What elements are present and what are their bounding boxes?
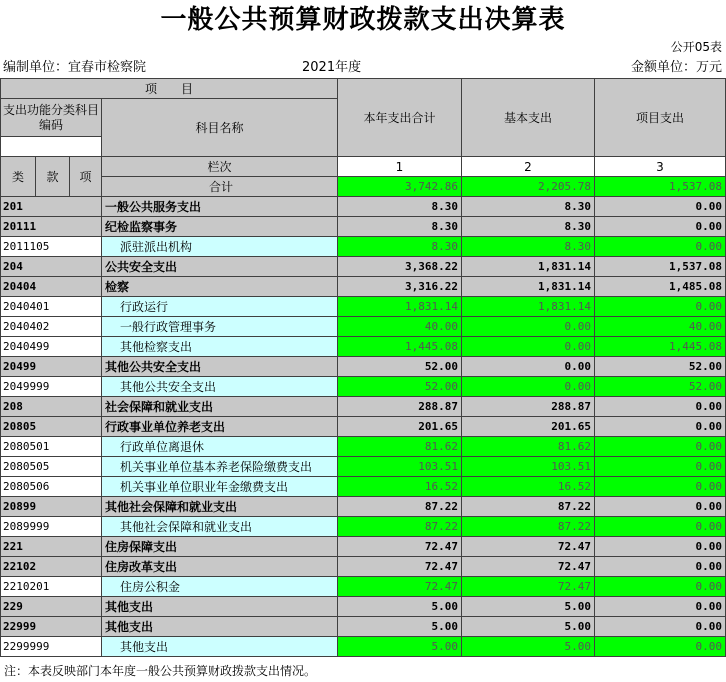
row-code: 2080506 bbox=[1, 477, 102, 497]
row-code: 2040499 bbox=[1, 337, 102, 357]
table-row bbox=[1, 517, 726, 537]
table-row bbox=[1, 197, 726, 217]
header-col-index-label: 栏次 bbox=[102, 157, 338, 177]
table-row bbox=[1, 477, 726, 497]
row-total: 72.47 bbox=[338, 537, 462, 557]
table-row bbox=[1, 397, 726, 417]
header-idx-3: 3 bbox=[595, 157, 726, 177]
row-project: 52.00 bbox=[595, 357, 726, 377]
row-basic: 72.47 bbox=[462, 577, 595, 597]
row-project: 1,537.08 bbox=[595, 257, 726, 277]
row-basic: 8.30 bbox=[462, 197, 595, 217]
row-project: 0.00 bbox=[595, 237, 726, 257]
row-code: 2089999 bbox=[1, 517, 102, 537]
fiscal-year: 2021年度 bbox=[302, 60, 362, 75]
header-xiang: 项 bbox=[70, 157, 102, 197]
row-project: 0.00 bbox=[595, 417, 726, 437]
row-total: 87.22 bbox=[338, 497, 462, 517]
row-code: 20805 bbox=[1, 417, 102, 437]
row-basic: 0.00 bbox=[462, 317, 595, 337]
footnote: 注：本表反映部门本年度一般公共预算财政拨款支出情况。 bbox=[4, 664, 317, 678]
row-project: 0.00 bbox=[595, 577, 726, 597]
row-basic: 0.00 bbox=[462, 357, 595, 377]
table-row bbox=[1, 457, 726, 477]
row-total: 288.87 bbox=[338, 397, 462, 417]
row-project: 0.00 bbox=[595, 557, 726, 577]
header-col-basic: 基本支出 bbox=[462, 79, 595, 157]
row-total: 8.30 bbox=[338, 237, 462, 257]
table-row bbox=[1, 557, 726, 577]
header-project: 项 目 bbox=[1, 79, 338, 99]
table-row bbox=[1, 357, 726, 377]
row-total: 8.30 bbox=[338, 217, 462, 237]
row-code: 2210201 bbox=[1, 577, 102, 597]
header-subject-name: 科目名称 bbox=[102, 99, 338, 157]
row-code: 2080501 bbox=[1, 437, 102, 457]
header-col-project: 项目支出 bbox=[595, 79, 726, 157]
table-row bbox=[1, 497, 726, 517]
table-row bbox=[1, 617, 726, 637]
header-kuan: 款 bbox=[36, 157, 70, 197]
row-total: 5.00 bbox=[338, 637, 462, 657]
row-basic: 1,831.14 bbox=[462, 297, 595, 317]
row-subject-name: 其他公共安全支出 bbox=[102, 357, 338, 377]
row-code: 20899 bbox=[1, 497, 102, 517]
row-code: 2049999 bbox=[1, 377, 102, 397]
row-total: 81.62 bbox=[338, 437, 462, 457]
row-basic: 1,831.14 bbox=[462, 257, 595, 277]
row-basic: 5.00 bbox=[462, 597, 595, 617]
table-row bbox=[1, 317, 726, 337]
row-subject-name: 住房公积金 bbox=[102, 577, 338, 597]
row-subject-name: 行政运行 bbox=[102, 297, 338, 317]
total-basic: 2,205.78 bbox=[462, 177, 595, 197]
row-project: 0.00 bbox=[595, 217, 726, 237]
row-total: 3,368.22 bbox=[338, 257, 462, 277]
row-basic: 5.00 bbox=[462, 637, 595, 657]
row-total: 1,445.08 bbox=[338, 337, 462, 357]
total-project: 1,537.08 bbox=[595, 177, 726, 197]
row-subject-name: 其他社会保障和就业支出 bbox=[102, 497, 338, 517]
table-row bbox=[1, 437, 726, 457]
header-row-index bbox=[1, 157, 726, 177]
row-code: 20499 bbox=[1, 357, 102, 377]
row-code: 2040402 bbox=[1, 317, 102, 337]
row-subject-name: 派驻派出机构 bbox=[102, 237, 338, 257]
table-row bbox=[1, 417, 726, 437]
row-total: 5.00 bbox=[338, 597, 462, 617]
row-subject-name: 一般行政管理事务 bbox=[102, 317, 338, 337]
row-basic: 87.22 bbox=[462, 517, 595, 537]
row-subject-name: 公共安全支出 bbox=[102, 257, 338, 277]
row-subject-name: 一般公共服务支出 bbox=[102, 197, 338, 217]
row-code: 2011105 bbox=[1, 237, 102, 257]
row-project: 1,485.08 bbox=[595, 277, 726, 297]
header-col-total: 本年支出合计 bbox=[338, 79, 462, 157]
row-project: 1,445.08 bbox=[595, 337, 726, 357]
row-basic: 8.30 bbox=[462, 217, 595, 237]
row-subject-name: 行政事业单位养老支出 bbox=[102, 417, 338, 437]
row-total: 3,316.22 bbox=[338, 277, 462, 297]
row-subject-name: 其他支出 bbox=[102, 637, 338, 657]
row-code: 2299999 bbox=[1, 637, 102, 657]
total-amount: 3,742.86 bbox=[338, 177, 462, 197]
table-row bbox=[1, 537, 726, 557]
row-total: 103.51 bbox=[338, 457, 462, 477]
row-subject-name: 其他公共安全支出 bbox=[102, 377, 338, 397]
row-basic: 81.62 bbox=[462, 437, 595, 457]
row-basic: 201.65 bbox=[462, 417, 595, 437]
row-subject-name: 住房保障支出 bbox=[102, 537, 338, 557]
row-project: 52.00 bbox=[595, 377, 726, 397]
row-total: 1,831.14 bbox=[338, 297, 462, 317]
row-subject-name: 检察 bbox=[102, 277, 338, 297]
row-basic: 8.30 bbox=[462, 237, 595, 257]
header-lei: 类 bbox=[1, 157, 36, 197]
header-func-code: 支出功能分类科目编码 bbox=[1, 99, 102, 137]
header-row-project bbox=[1, 79, 726, 99]
row-project: 0.00 bbox=[595, 477, 726, 497]
table-row bbox=[1, 237, 726, 257]
row-basic: 0.00 bbox=[462, 337, 595, 357]
row-total: 40.00 bbox=[338, 317, 462, 337]
row-total: 201.65 bbox=[338, 417, 462, 437]
header-idx-2: 2 bbox=[462, 157, 595, 177]
row-basic: 1,831.14 bbox=[462, 277, 595, 297]
header-spacer bbox=[1, 137, 102, 157]
row-project: 0.00 bbox=[595, 197, 726, 217]
row-total: 16.52 bbox=[338, 477, 462, 497]
row-code: 22999 bbox=[1, 617, 102, 637]
table-row bbox=[1, 577, 726, 597]
row-total: 72.47 bbox=[338, 577, 462, 597]
row-code: 204 bbox=[1, 257, 102, 277]
row-subject-name: 行政单位离退休 bbox=[102, 437, 338, 457]
row-code: 20404 bbox=[1, 277, 102, 297]
row-code: 20111 bbox=[1, 217, 102, 237]
row-code: 201 bbox=[1, 197, 102, 217]
report-title: 一般公共预算财政拨款支出决算表 bbox=[160, 5, 566, 35]
row-project: 0.00 bbox=[595, 457, 726, 477]
row-basic: 72.47 bbox=[462, 537, 595, 557]
row-basic: 72.47 bbox=[462, 557, 595, 577]
table-row bbox=[1, 637, 726, 657]
total-label: 合计 bbox=[102, 177, 338, 197]
row-project: 0.00 bbox=[595, 597, 726, 617]
table-row bbox=[1, 277, 726, 297]
money-unit: 金额单位：万元 bbox=[630, 60, 722, 75]
table-row bbox=[1, 297, 726, 317]
table-row bbox=[1, 377, 726, 397]
row-basic: 87.22 bbox=[462, 497, 595, 517]
row-code: 2040401 bbox=[1, 297, 102, 317]
row-subject-name: 机关事业单位基本养老保险缴费支出 bbox=[102, 457, 338, 477]
row-subject-name: 其他支出 bbox=[102, 617, 338, 637]
row-subject-name: 社会保障和就业支出 bbox=[102, 397, 338, 417]
table-row bbox=[1, 597, 726, 617]
row-subject-name: 其他检察支出 bbox=[102, 337, 338, 357]
row-project: 0.00 bbox=[595, 537, 726, 557]
row-basic: 103.51 bbox=[462, 457, 595, 477]
row-basic: 0.00 bbox=[462, 377, 595, 397]
row-basic: 16.52 bbox=[462, 477, 595, 497]
row-subject-name: 其他支出 bbox=[102, 597, 338, 617]
org-label: 编制单位：宜春市检察院 bbox=[3, 60, 147, 75]
row-code: 2080505 bbox=[1, 457, 102, 477]
row-subject-name: 纪检监察事务 bbox=[102, 217, 338, 237]
row-project: 0.00 bbox=[595, 437, 726, 457]
row-project: 0.00 bbox=[595, 297, 726, 317]
row-code: 229 bbox=[1, 597, 102, 617]
row-project: 0.00 bbox=[595, 497, 726, 517]
row-total: 52.00 bbox=[338, 357, 462, 377]
row-total: 72.47 bbox=[338, 557, 462, 577]
row-code: 208 bbox=[1, 397, 102, 417]
row-basic: 5.00 bbox=[462, 617, 595, 637]
row-total: 5.00 bbox=[338, 617, 462, 637]
table-row bbox=[1, 257, 726, 277]
row-basic: 288.87 bbox=[462, 397, 595, 417]
row-project: 0.00 bbox=[595, 637, 726, 657]
total-row bbox=[1, 177, 726, 197]
row-code: 22102 bbox=[1, 557, 102, 577]
row-total: 52.00 bbox=[338, 377, 462, 397]
form-number: 公开05表 bbox=[670, 40, 722, 54]
row-total: 8.30 bbox=[338, 197, 462, 217]
row-total: 87.22 bbox=[338, 517, 462, 537]
table-row bbox=[1, 337, 726, 357]
row-code: 221 bbox=[1, 537, 102, 557]
row-project: 40.00 bbox=[595, 317, 726, 337]
row-subject-name: 机关事业单位职业年金缴费支出 bbox=[102, 477, 338, 497]
row-subject-name: 其他社会保障和就业支出 bbox=[102, 517, 338, 537]
row-project: 0.00 bbox=[595, 517, 726, 537]
row-project: 0.00 bbox=[595, 617, 726, 637]
table-row bbox=[1, 217, 726, 237]
row-subject-name: 住房改革支出 bbox=[102, 557, 338, 577]
row-project: 0.00 bbox=[595, 397, 726, 417]
expenditure-table bbox=[0, 78, 726, 657]
header-idx-1: 1 bbox=[338, 157, 462, 177]
